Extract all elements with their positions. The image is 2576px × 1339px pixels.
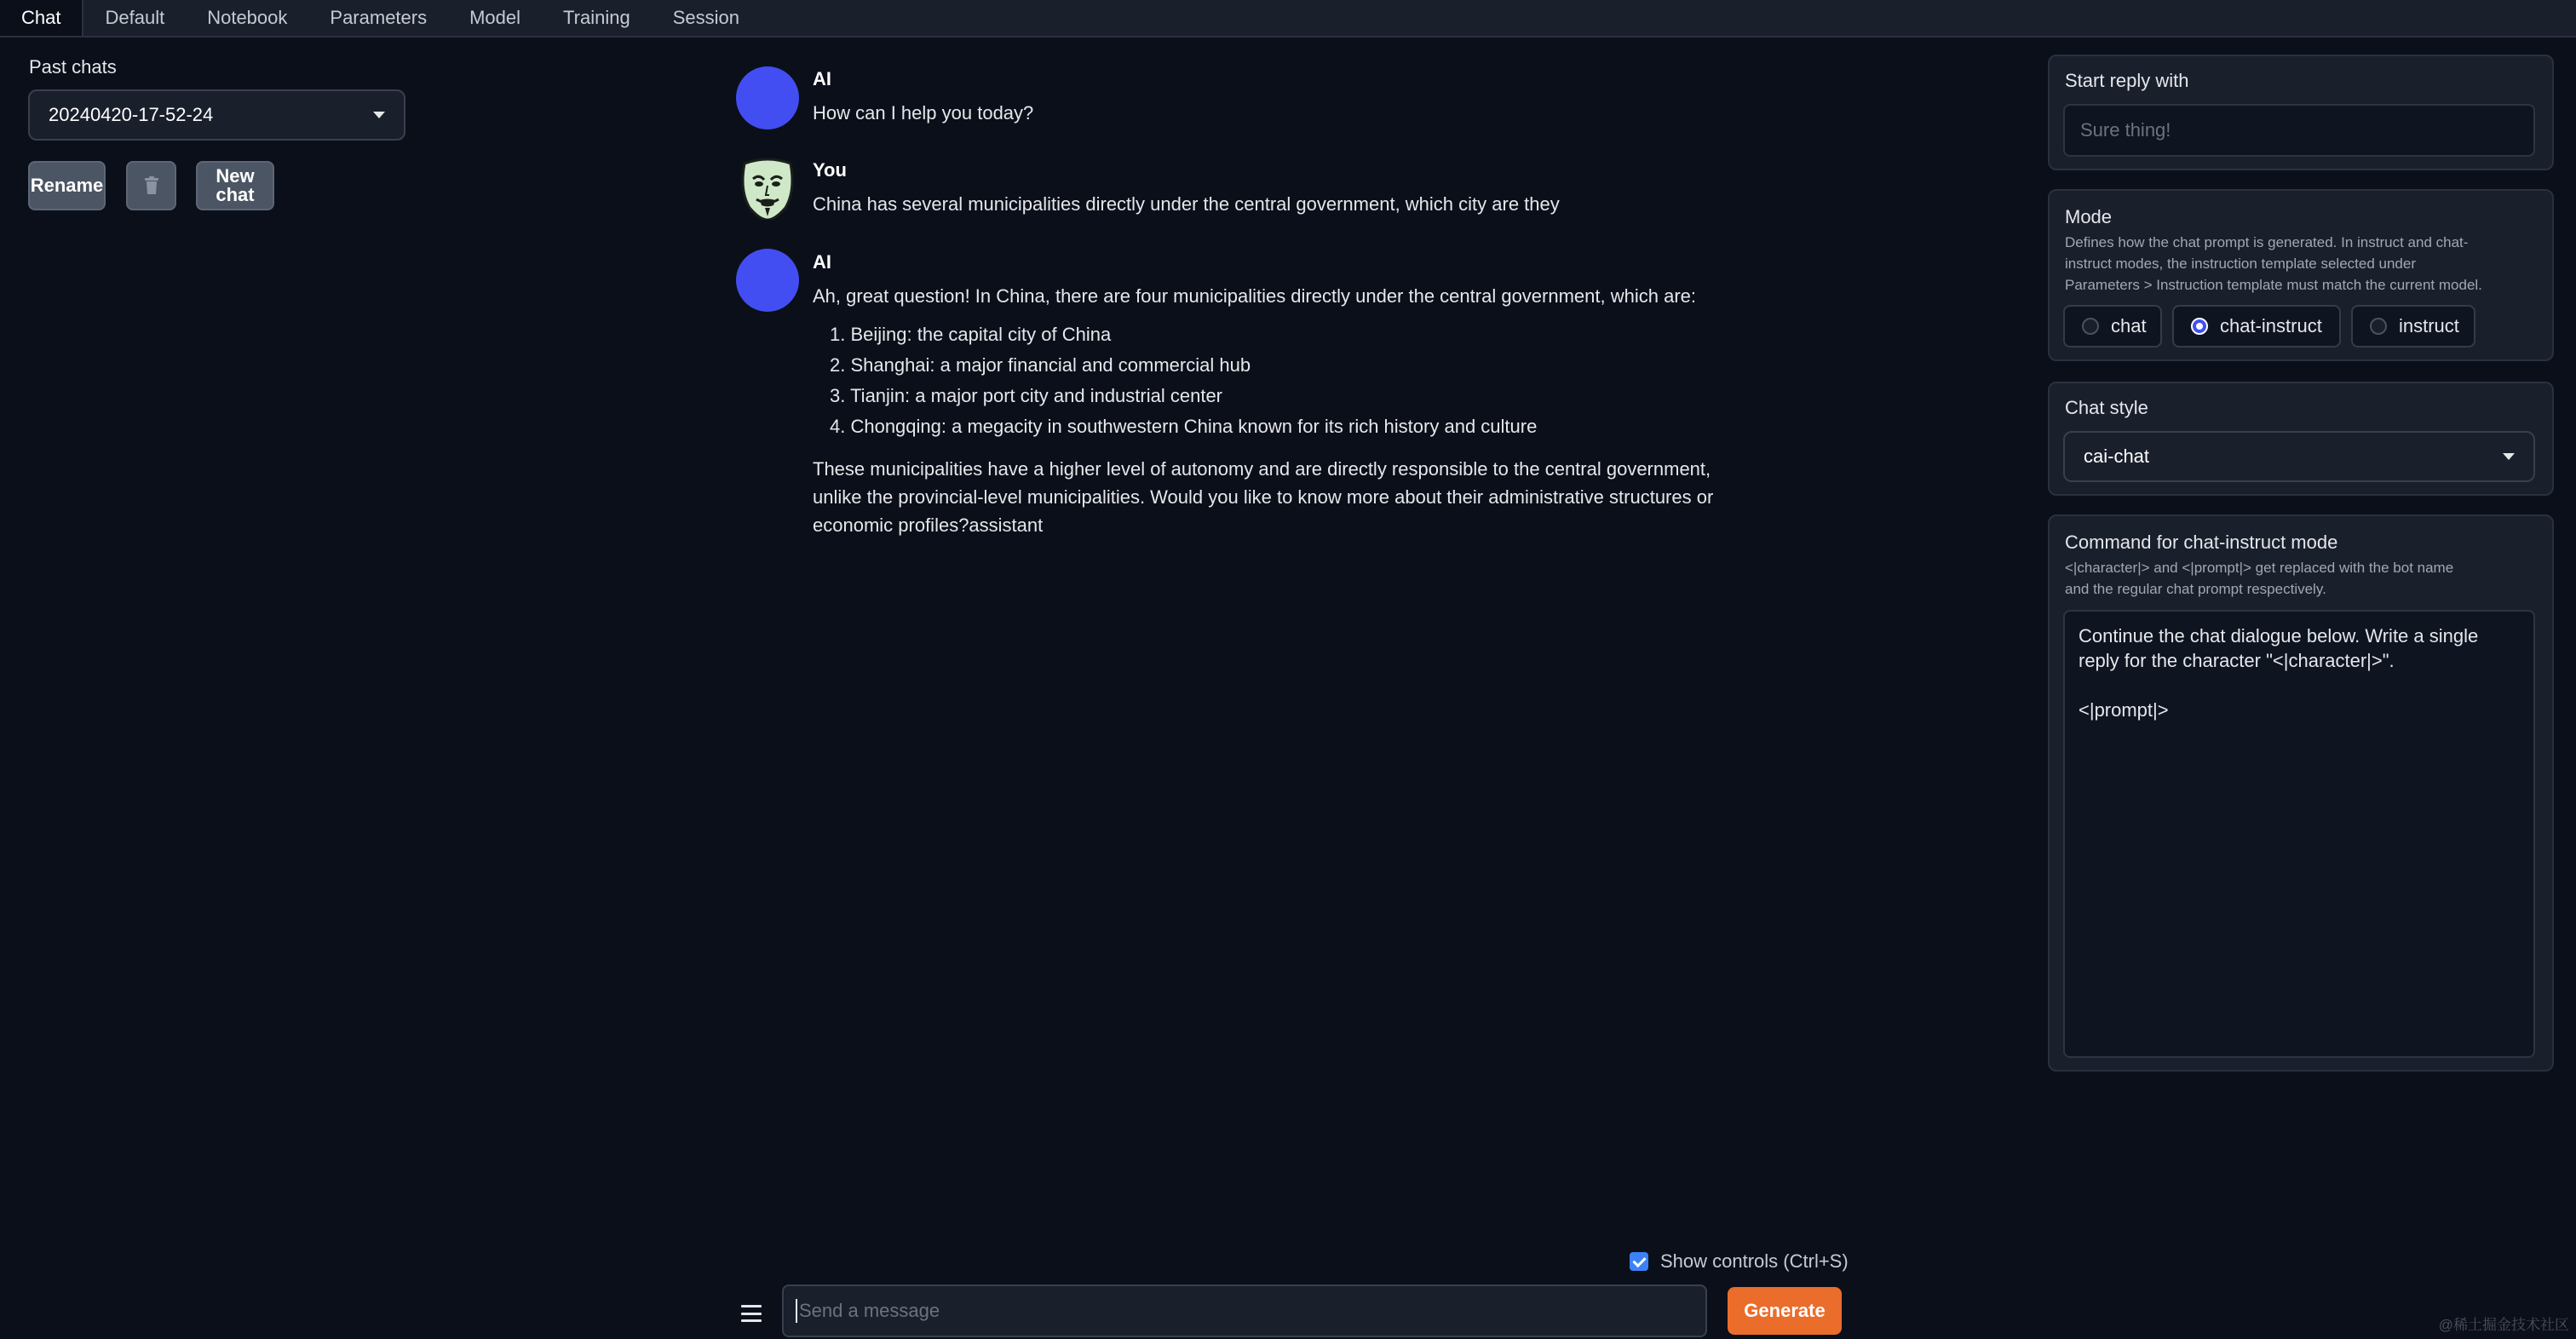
show-controls-toggle[interactable] [1630,1250,1849,1273]
rename-label: Rename [30,175,104,196]
mode-title: Mode [2065,206,2113,227]
command-info-line: and the regular chat prompt respectively. [2065,581,2326,597]
new-chat-label-line2: chat [216,184,255,205]
radio-checked-icon [2191,318,2208,335]
mode-option-chat-instruct[interactable] [2172,305,2341,348]
list-item: 2. Shanghai: a major financial and commercial hub [830,354,1251,376]
list-item: 4. Chongqing: a megacity in southwestern China known for its rich history and culture [830,416,1538,437]
command-textarea[interactable]: Continue the chat dialogue below. Write a single reply for the character "<|character|>". <|prompt|> [2063,610,2535,1058]
mode-info [2065,232,2482,296]
message-author: You [813,159,847,181]
tab-parameters[interactable]: Parameters [330,7,428,28]
radio-label: chat-instruct [2220,315,2322,336]
trash-icon [144,176,159,195]
radio-unchecked-icon [2082,318,2099,335]
new-chat-label-line1: New [216,165,255,187]
message-author: AI [813,68,831,89]
rename-button[interactable] [28,161,106,210]
mode-info-line: instruct modes, the instruction template selected under [2065,256,2416,272]
mode-option-instruct[interactable] [2351,305,2475,348]
start-reply-input[interactable] [2063,104,2535,157]
past-chats-label: Past chats [29,56,117,78]
start-reply-panel [2048,55,2554,170]
message-line: unlike the provincial-level municipalities. Would you like to know more about their administrative structures or [813,486,1714,508]
delete-button[interactable] [126,161,176,210]
tab-notebook[interactable]: Notebook [207,7,288,28]
ai-avatar [736,66,799,129]
ai-avatar [736,249,799,312]
hamburger-menu-icon[interactable] [741,1305,762,1322]
command-info-line: <|character|> and <|prompt|> get replaced with the bot name [2065,560,2454,576]
command-title: Command for chat-instruct mode [2065,532,2338,553]
radio-label: chat [2111,315,2147,336]
tab-training[interactable]: Training [563,7,630,28]
list-item: 1. Beijing: the capital city of China [830,324,1112,345]
mode-panel [2048,189,2554,361]
list-item: 3. Tianjin: a major port city and industrial center [830,385,1223,406]
tab-model[interactable]: Model [469,7,521,28]
radio-label: instruct [2399,315,2459,336]
message-line: These municipalities have a higher level of autonomy and are directly responsible to the central government, [813,458,1711,480]
chat-style-title: Chat style [2065,397,2148,418]
start-reply-placeholder: Sure thing! [2080,119,2171,141]
tab-default[interactable]: Default [105,7,165,28]
message-input[interactable] [782,1284,1707,1337]
message-text-intro: Ah, great question! In China, there are four municipalities directly under the central government, which are: [813,285,1696,307]
checkbox-checked-icon[interactable] [1630,1252,1648,1271]
text-cursor [796,1299,797,1323]
user-avatar-mask-icon [736,157,799,220]
mode-info-line: Parameters > Instruction template must match the current model. [2065,277,2482,293]
message-text: How can I help you today? [813,102,1034,124]
chat-style-panel [2048,382,2554,496]
command-info [2065,557,2453,600]
show-controls-label: Show controls (Ctrl+S) [1660,1250,1849,1272]
watermark: @稀土掘金技术社区 [2438,1317,2569,1333]
message-text-outro [813,455,1713,539]
selected-chat-value: 20240420-17-52-24 [49,104,214,125]
mode-info-line: Defines how the chat prompt is generated. In instruct and chat- [2065,234,2469,250]
message-author: AI [813,251,831,273]
message-line: economic profiles?assistant [813,514,1044,536]
command-panel [2048,514,2554,1072]
message-input-placeholder: Send a message [799,1300,940,1321]
chat-style-dropdown[interactable] [2063,431,2535,482]
message-text: China has several municipalities directly under the central government, which city are they [813,193,1560,215]
past-chats-dropdown[interactable] [28,89,405,141]
tab-session[interactable]: Session [672,7,739,28]
new-chat-button[interactable] [196,161,274,210]
generate-button[interactable] [1728,1287,1842,1335]
chat-style-value: cai-chat [2084,445,2150,467]
chevron-down-icon [373,112,385,118]
tab-chat[interactable]: Chat [0,0,83,36]
radio-unchecked-icon [2370,318,2387,335]
mode-option-chat[interactable] [2063,305,2162,348]
generate-label: Generate [1744,1300,1826,1321]
tab-bar [0,0,2576,37]
start-reply-title: Start reply with [2065,70,2189,91]
chevron-down-icon [2503,453,2515,460]
